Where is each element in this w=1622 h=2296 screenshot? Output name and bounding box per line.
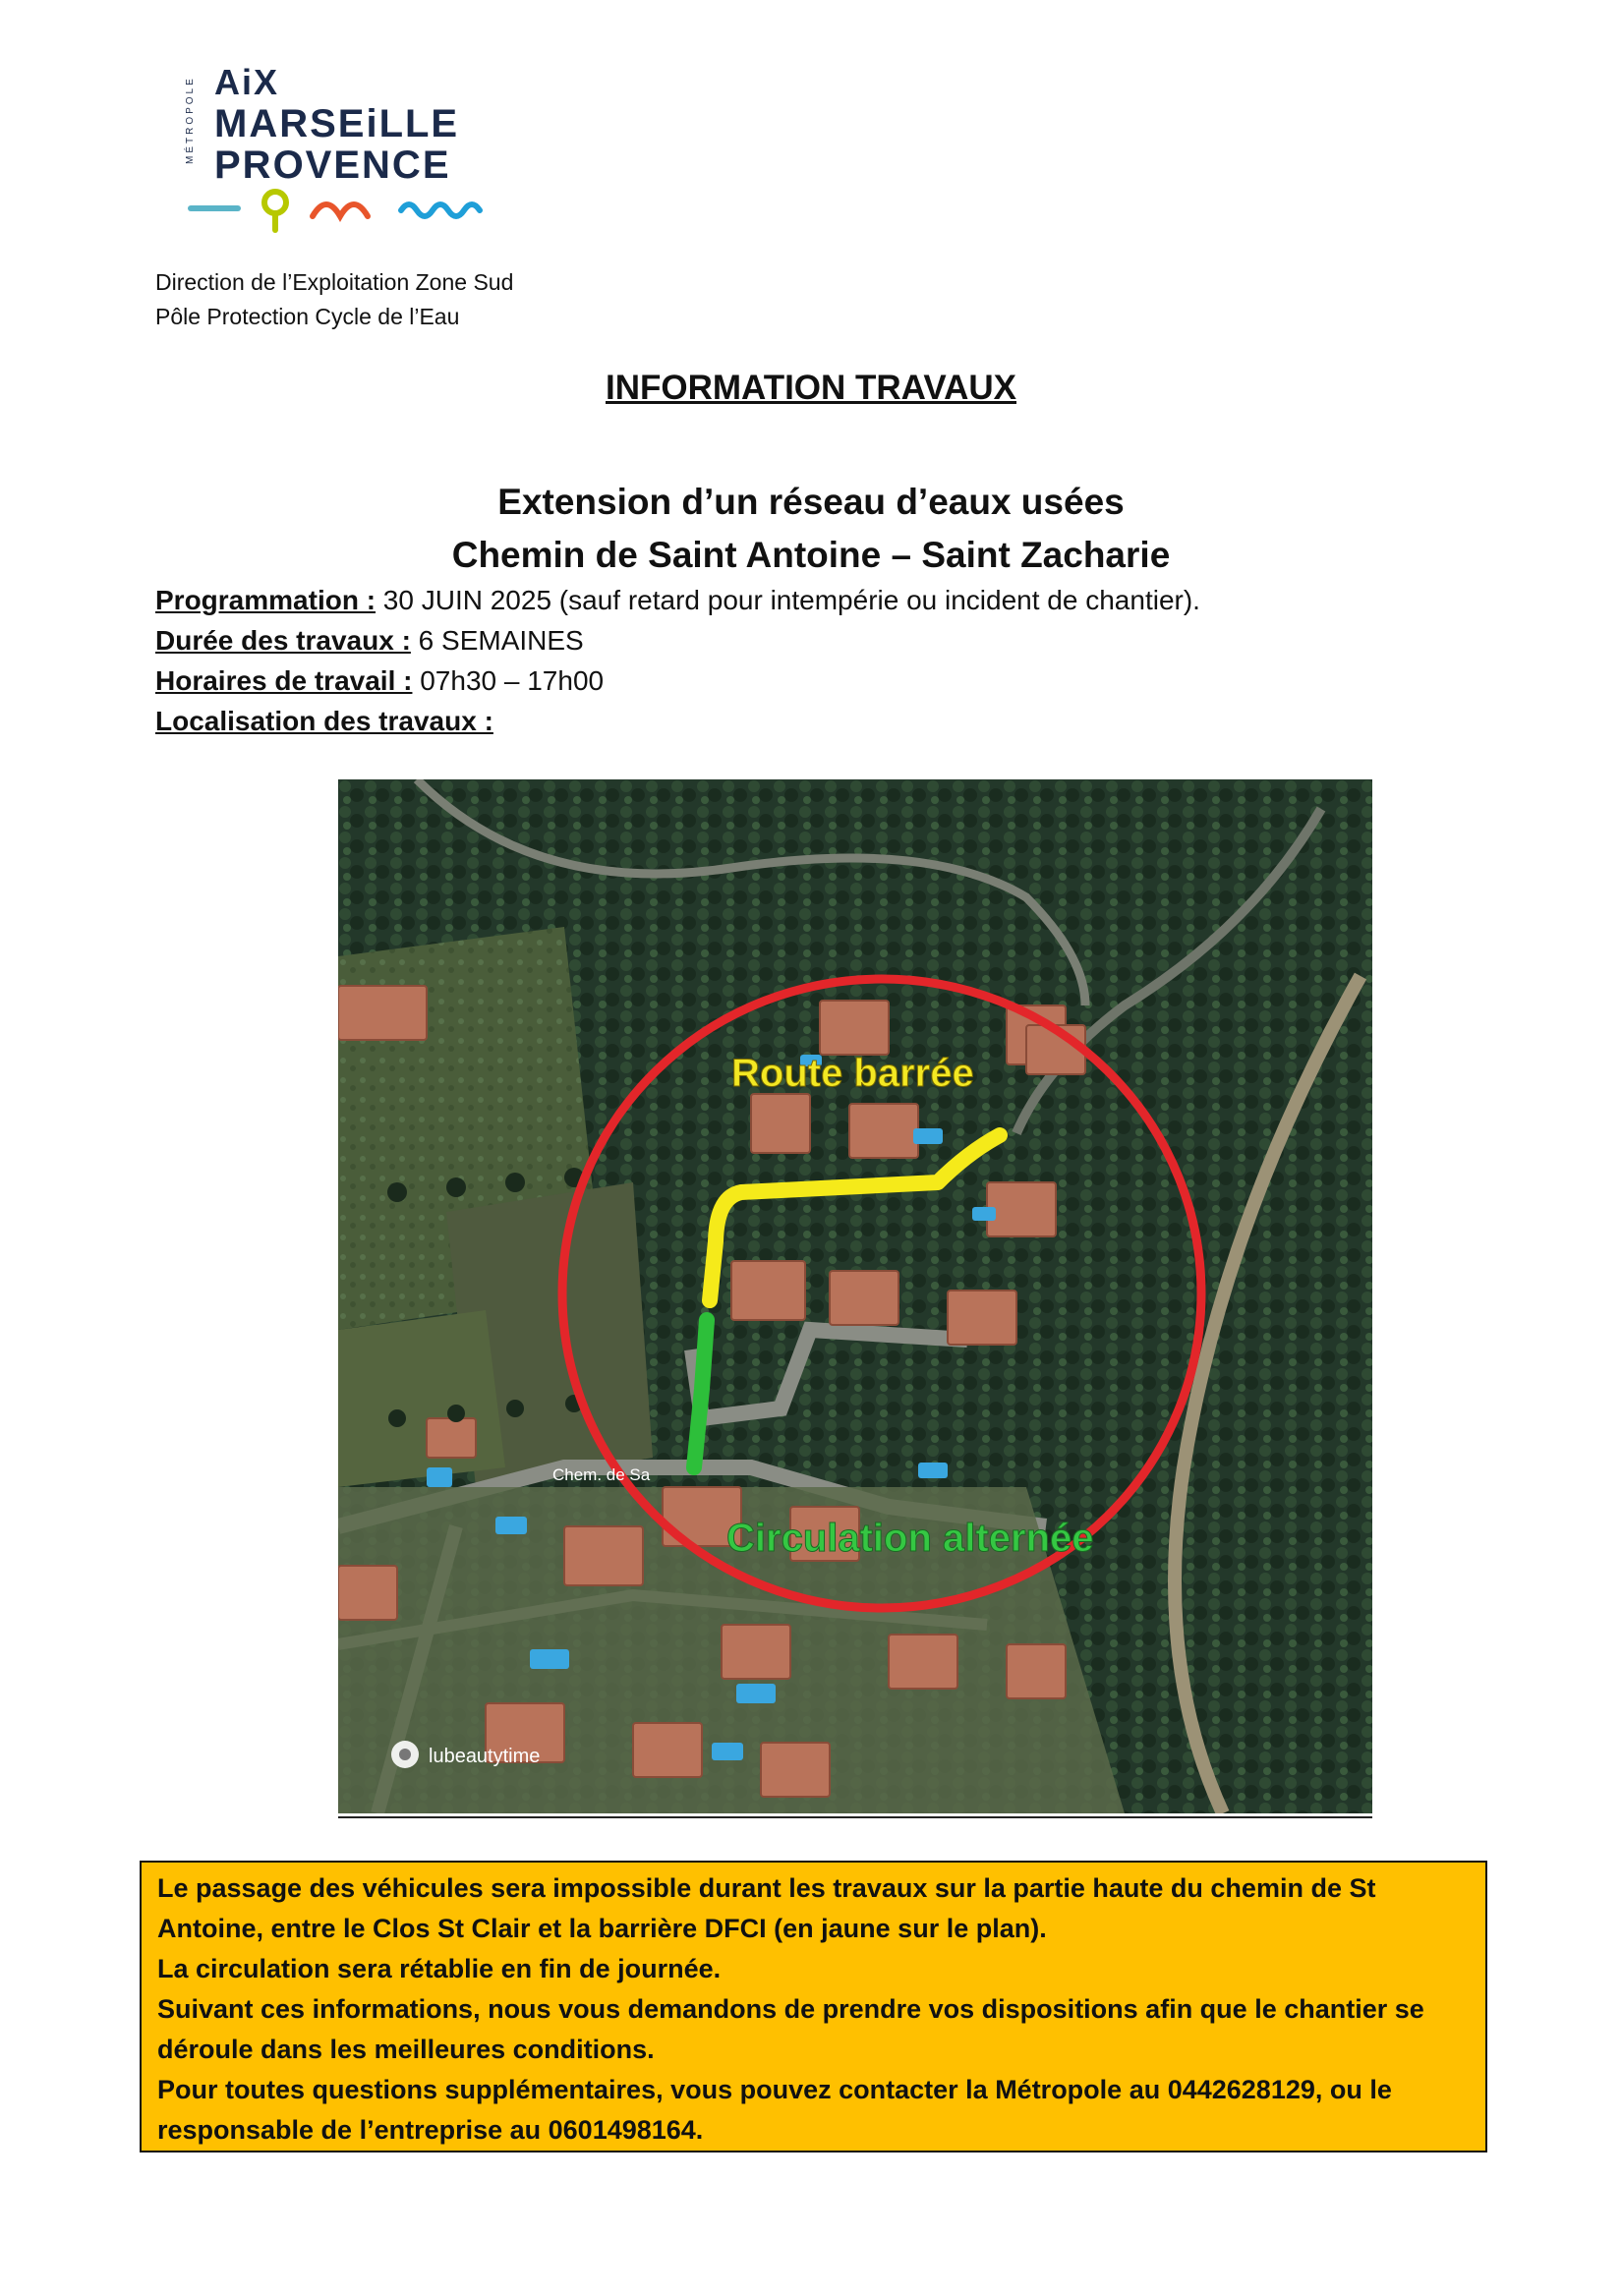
map-place-pin-icon (399, 1749, 411, 1760)
logo-line-marseille: MARSEiLLE (214, 102, 460, 145)
horaires-value: 07h30 – 17h00 (412, 665, 605, 696)
duree-label: Durée des travaux : (155, 625, 411, 656)
map-satellite-image (338, 779, 1372, 1813)
notice-box (140, 1861, 1487, 2152)
logo-line-provence: PROVENCE (214, 144, 451, 187)
notice-paragraph-passage: Le passage des véhicules sera impossible durant les travaux sur la partie haute du chemin de St Antoine, entre le Clos St Clair et la barrière DFCI (en jaune sur le plan). (157, 1873, 1376, 1943)
map-house (427, 1418, 476, 1458)
map-house (731, 1261, 805, 1320)
map-pool (913, 1128, 943, 1144)
notice-paragraph-contact: Pour toutes questions supplémentaires, vous pouvez contacter la Métropole au 0442628129, ou le responsable de l’entreprise au 0601498164. (157, 2075, 1392, 2145)
map-pool (427, 1467, 452, 1487)
info-row-horaires (155, 660, 1200, 701)
map-label-route-barree: Route barrée (731, 1052, 974, 1095)
map-label-circulation: Circulation alternée (726, 1517, 1094, 1560)
notice-paragraph-circulation: La circulation sera rétablie en fin de journée. (157, 1954, 722, 1983)
subtitle-line-chemin: Chemin de Saint Antoine – Saint Zacharie (451, 535, 1171, 575)
map-house (722, 1625, 790, 1679)
logo-vertical-text: MÉTROPOLE (185, 76, 196, 164)
map-pool (712, 1743, 743, 1760)
logo-wave-icon (187, 189, 501, 238)
map-tree (447, 1405, 465, 1422)
map-house (633, 1723, 702, 1777)
header-department (155, 265, 513, 334)
page-subtitle (0, 476, 1622, 582)
map-label-road: Chem. de Sa (552, 1465, 651, 1484)
map-pool (736, 1684, 776, 1703)
works-location-map (338, 779, 1372, 1813)
map-house (564, 1526, 643, 1585)
map-tree (387, 1182, 407, 1202)
map-house (1007, 1644, 1066, 1698)
localisation-label: Localisation des travaux : (155, 706, 493, 736)
map-tree (505, 1173, 525, 1192)
map-tree (446, 1177, 466, 1197)
map-pool (918, 1463, 948, 1478)
map-house (987, 1182, 1056, 1236)
map-tree (388, 1409, 406, 1427)
map-house (849, 1104, 918, 1158)
map-pool (972, 1207, 996, 1221)
map-pool (495, 1517, 527, 1534)
subtitle-line-extension: Extension d’un réseau d’eaux usées (497, 482, 1125, 522)
horaires-label: Horaires de travail : (155, 665, 413, 696)
header-line-direction: Direction de l’Exploitation Zone Sud (155, 269, 514, 295)
map-house (948, 1291, 1016, 1345)
logo-line-aix: AiX (214, 62, 280, 102)
programmation-label: Programmation : (155, 585, 377, 615)
map-house (889, 1635, 957, 1689)
metropole-logo (187, 61, 511, 238)
info-row-localisation (155, 701, 1200, 741)
map-house (761, 1743, 830, 1797)
map-house (751, 1094, 810, 1153)
programmation-value: 30 JUIN 2025 (sauf retard pour intempérie ou incident de chantier). (376, 585, 1200, 615)
duree-value: 6 SEMAINES (410, 625, 584, 656)
map-underline (338, 1816, 1372, 1818)
info-row-duree (155, 620, 1200, 660)
info-row-programmation (155, 580, 1200, 620)
map-house (338, 986, 427, 1040)
works-info (155, 580, 1200, 741)
header-line-pole: Pôle Protection Cycle de l’Eau (155, 304, 460, 329)
map-tree (506, 1400, 524, 1417)
page-title: INFORMATION TRAVAUX (605, 369, 1017, 407)
notice-paragraph-dispositions: Suivant ces informations, nous vous demandons de prendre vos dispositions afin que le chantier se déroule dans les meilleures conditions. (157, 1994, 1424, 2064)
map-house (830, 1271, 898, 1325)
map-house (820, 1001, 889, 1055)
map-label-place: lubeautytime (429, 1746, 541, 1767)
map-pool (530, 1649, 569, 1669)
map-field (338, 1310, 505, 1487)
map-house (338, 1566, 397, 1620)
